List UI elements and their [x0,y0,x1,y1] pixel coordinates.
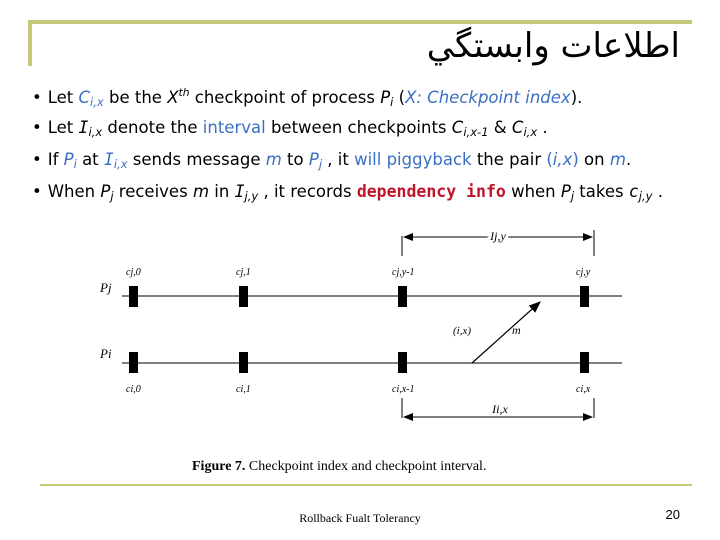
checkpoint-cj0 [129,286,138,307]
message-label: m [512,323,521,337]
checkpoint-cix [580,352,589,373]
label-ci1: ci,1 [236,384,251,395]
caption-bold: Figure 7. [192,459,246,474]
footer-text: Rollback Fualt Tolerancy [299,511,421,525]
bullet-dot: • [32,182,42,201]
bullet-3: • If $P_i$ at $I_{i,x}$ sends message m to $P_j$ , it will piggyback the pair (i,x) on m. [32,150,632,171]
checkpoint-cj1 [239,286,248,307]
process-label-pi: Pi [100,346,112,361]
figure-caption [192,459,486,474]
message-arrow [472,302,540,363]
label-cj1: cj,1 [236,267,251,278]
bullet-4: • When $P_j$ receives m in $I_{j,y}$ , it records dependency info when $P_j$ takes $c_{j,y}$ . [32,182,664,203]
bullet-2: • Let $I_{i,x}$ denote the interval between checkpoints $C_{i,x-1}$ & $C_{i,x}$ . [32,118,548,139]
page-number: 20 [665,507,680,522]
label-cix-1: ci,x-1 [392,384,415,395]
interval-bottom-label: Ii,x [492,402,508,416]
piggyback-label: (i,x) [453,325,472,337]
label-cj0: cj,0 [126,267,141,278]
checkpoint-ci0 [129,352,138,373]
slide-title: اطلاعات وابستگي [426,26,680,66]
process-label-pj: Pj [100,280,112,295]
label-cjy: cj,y [576,267,591,278]
bullet-dot: • [32,88,42,107]
checkpoint-cjy [580,286,589,307]
interval-top-label: Ij,y [490,229,506,243]
checkpoint-cix-1 [398,352,407,373]
checkpoint-ci1 [239,352,248,373]
label-cix: ci,x [576,384,591,395]
bullet-1: • Let $C_{i,x}$ be the Xth checkpoint of process $P_i$ (X: Checkpoint index). [32,86,583,109]
bullet-dot: • [32,150,42,169]
caption-text: Checkpoint index and checkpoint interval. [248,459,487,474]
label-ci0: ci,0 [126,384,141,395]
label-cjy-1: cj,y-1 [392,267,415,278]
bullet-dot: • [32,118,42,137]
checkpoint-cjy-1 [398,286,407,307]
